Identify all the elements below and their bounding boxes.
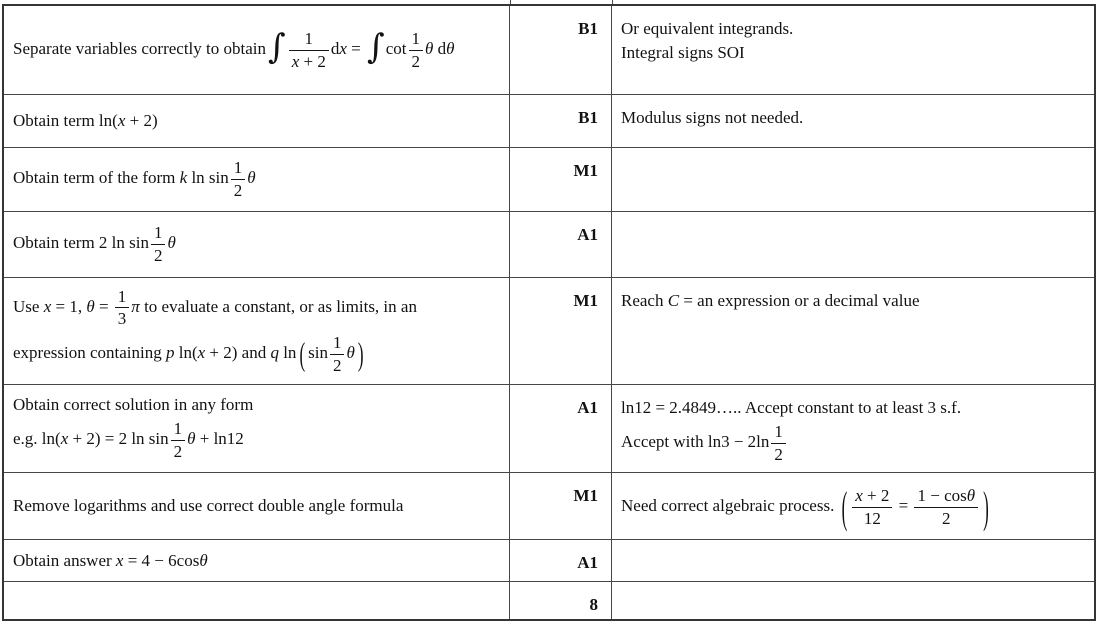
text-run: 2 [233,181,243,200]
big-left-paren: ( [841,482,848,532]
fraction [115,287,130,329]
math-variable: θ [199,550,208,570]
math-variable: k [179,168,188,188]
text-run: Accept with ln3 − 2ln [621,431,770,451]
mark-cell [510,95,612,148]
answer-line [13,419,503,461]
guidance-cell [612,278,1094,385]
math-variable: θ [425,38,434,58]
fraction-denominator [171,441,186,462]
mark-label: M1 [573,291,598,310]
integral-sign: ∫ [367,27,385,67]
integral-sign: ∫ [268,27,286,67]
mark-cell [510,385,612,473]
fraction [330,333,345,375]
text-run: Use [13,296,44,316]
math-variable: x [43,296,52,316]
guidance-cell [612,6,1094,95]
fraction-denominator [115,308,130,329]
text-run: = an expression or a decimal value [679,291,920,310]
text-run: 2 [774,444,783,464]
mark-cell [510,473,612,540]
mark-label: B1 [578,108,598,127]
text-run: = [894,495,913,515]
text-run: + 2) = 2 ln sin [68,429,169,449]
fraction-denominator [330,355,345,376]
text-run: 1 − cos [917,486,967,505]
guidance-cell [612,148,1094,212]
total-marks-label: 8 [589,595,598,614]
text-run: 1 [233,158,243,178]
answer-cell [4,6,510,95]
fraction [914,486,978,528]
answer-line [13,223,503,265]
answer-line [13,551,503,571]
text-run: 1 [411,28,420,48]
answer-line [13,496,503,516]
text-run: 2 [332,355,342,375]
math-variable: θ [446,38,455,58]
text-run: + ln12 [195,429,244,449]
math-variable: x [339,38,347,58]
answer-cell [4,212,510,278]
guidance-line [621,43,1086,63]
guidance-cell [612,540,1094,582]
answer-cell [4,95,510,148]
text-run: = 1, [51,296,87,316]
fraction [231,158,246,200]
fraction-numerator [852,486,892,508]
answer-line [13,158,503,200]
fraction-numerator [151,223,166,245]
fraction-denominator [231,180,246,201]
math-variable: θ [167,233,176,253]
fraction-numerator [171,419,186,441]
text-run: + 2) [125,111,158,130]
big-right-paren: ) [357,335,364,373]
text-run: 2 [153,246,163,265]
text-run: 1 [774,422,783,441]
fraction-numerator [231,158,246,180]
mark-cell [510,278,612,385]
answer-line [13,287,503,329]
fraction [289,29,329,71]
answer-line [13,111,503,131]
fraction-numerator [914,486,978,508]
answer-cell [4,278,510,385]
mark-label: B1 [578,19,598,38]
mark-cell [510,582,612,619]
text-run: Obtain term 2 ln sin [13,233,149,253]
guidance-line [621,108,1086,128]
fraction [151,223,166,265]
text-run: 2 [173,442,183,461]
mark-label: M1 [573,486,598,505]
answer-cell [4,385,510,473]
guidance-cell [612,212,1094,278]
text-run: Integral signs SOI [621,43,745,62]
fraction-numerator [115,287,130,309]
answer-line [13,29,503,71]
math-variable: x [291,51,300,71]
text-run: = [346,38,365,58]
guidance-line [621,482,1086,532]
text-run: Obtain correct solution in any form [13,395,254,415]
text-run: cot [385,38,407,58]
guidance-cell [612,95,1094,148]
fraction-denominator [771,444,786,465]
fraction [852,486,892,528]
text-run: ln sin [187,168,229,188]
mark-cell [510,148,612,212]
math-variable: θ [966,486,976,505]
fraction-denominator [289,51,329,72]
math-variable: x [117,111,126,130]
text-run: = 4 − 6cos [123,550,200,570]
math-variable: θ [346,342,355,362]
mark-cell [510,6,612,95]
text-run: 1 [304,28,314,48]
fraction [409,29,424,71]
guidance-line [621,398,1086,418]
answer-line [13,395,503,415]
text-run: Obtain term of the form [13,168,180,188]
text-run: 1 [153,223,163,243]
fraction-numerator [330,333,345,355]
text-run: Modulus signs not needed. [621,108,804,127]
math-variable: x [115,550,124,570]
mark-label: A1 [577,553,598,572]
text-run: 3 [117,309,127,329]
answer-line [13,333,503,375]
math-variable: C [667,291,680,310]
answer-cell [4,473,510,540]
text-run: + 2) and [205,342,271,362]
text-run: expression containing [13,342,166,362]
text-run: e.g. ln( [13,429,61,449]
guidance-line [621,422,1086,464]
mark-label: A1 [577,225,598,244]
fraction-denominator [151,245,166,266]
text-run: sin [308,342,328,362]
text-run: 1 [117,286,127,306]
fraction-numerator [289,29,329,51]
answer-cell [4,540,510,582]
text-run: 2 [942,508,951,528]
text-run: = [94,296,113,316]
text-run: Or equivalent integrands. [621,19,794,38]
text-run: 1 [173,419,183,439]
text-run: Remove logarithms and use correct double angle formula [13,496,404,515]
text-run: ln12 = 2.4849….. Accept constant to at least 3 s.f. [621,398,962,417]
text-run: d [433,38,447,58]
fraction-denominator [852,508,892,529]
math-variable: x [197,342,206,362]
fraction [771,422,786,464]
math-variable: x [60,429,69,449]
mark-scheme-table [2,4,1096,621]
math-variable: θ [247,168,256,188]
mark-label: A1 [577,398,598,417]
fraction-numerator [771,422,786,444]
big-left-paren: ( [299,335,306,373]
guidance-cell [612,473,1094,540]
answer-cell [4,582,510,619]
fraction [171,419,186,461]
fraction-numerator [409,29,424,51]
text-run: ln( [174,342,198,362]
guidance-cell [612,385,1094,473]
math-variable: θ [86,296,95,316]
math-variable: π [131,296,140,316]
text-run: ln [278,342,297,362]
text-run: Separate variables correctly to obtain [13,38,266,58]
math-variable: x [855,486,863,505]
text-run: d [330,38,340,58]
math-variable: θ [187,429,196,449]
math-variable: q [270,342,279,362]
fraction-denominator [914,508,978,529]
mark-cell [510,540,612,582]
guidance-cell [612,582,1094,619]
fraction-denominator [409,51,424,72]
text-run: Obtain term ln( [13,111,118,130]
guidance-line [621,291,1086,311]
text-run: Obtain answer [13,550,116,570]
math-variable: p [165,342,175,362]
text-run: 2 [411,51,420,71]
text-run: Reach [621,291,668,310]
answer-cell [4,148,510,212]
text-run: 12 [863,508,881,528]
text-run: + 2 [862,486,890,505]
text-run: + 2 [299,51,326,71]
mark-cell [510,212,612,278]
big-right-paren: ) [983,482,989,532]
guidance-line [621,19,1086,39]
text-run: 1 [332,333,342,352]
text-run: to evaluate a constant, or as limits, in an [139,296,417,316]
text-run: Need correct algebraic process. [621,495,839,515]
mark-label: M1 [573,161,598,180]
